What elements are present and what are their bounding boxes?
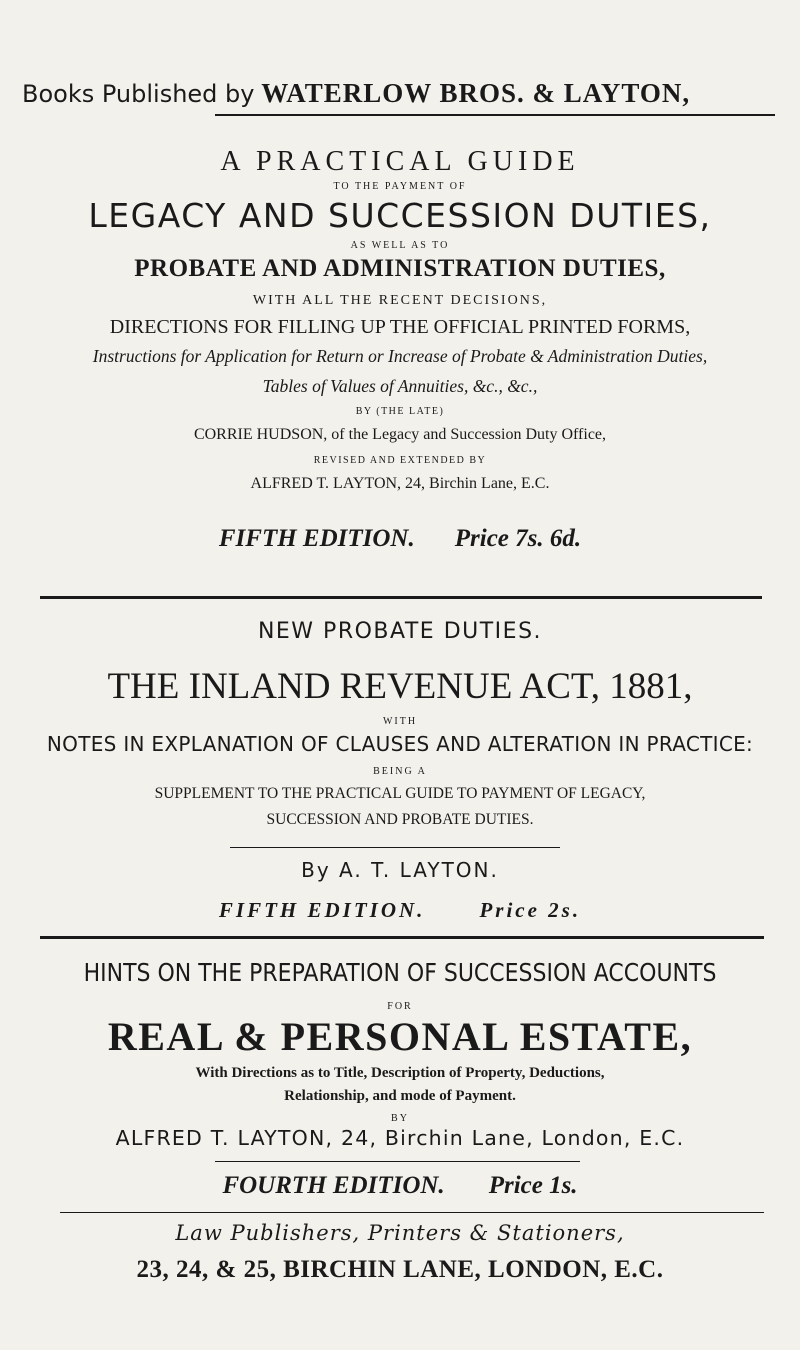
footer-address: 23, 24, & 25, BIRCHIN LANE, LONDON, E.C.: [136, 1256, 664, 1283]
hints-bottom-rule: [60, 1212, 764, 1213]
guide-title: A PRACTICAL GUIDE: [220, 146, 580, 177]
probate-edition: FIFTH EDITION.: [218, 898, 426, 922]
hints-heading: HINTS ON THE PREPARATION OF SUCCESSION ACCOUNTS: [83, 958, 717, 987]
guide-revised-by: REVISED AND EXTENDED BY: [313, 455, 487, 466]
hints-edition-line: [0, 1172, 800, 1200]
hints-for: FOR: [387, 1001, 413, 1012]
header-underline: [215, 114, 775, 116]
hints-price: Price 1s.: [488, 1172, 578, 1199]
guide-tables: Tables of Values of Annuities, &c., &c.,: [262, 376, 538, 396]
page-header: [22, 78, 690, 109]
probate-being-a: BEING A: [373, 766, 427, 777]
guide-recent-decisions: WITH ALL THE RECENT DECISIONS,: [252, 293, 548, 308]
probate-edition-line: [0, 898, 800, 923]
footer-publishers: Law Publishers, Printers & Stationers,: [175, 1221, 625, 1245]
probate-with: WITH: [382, 716, 418, 727]
probate-author: By A. T. LAYTON.: [301, 858, 499, 882]
section-divider-2: [40, 936, 764, 939]
hints-relationship: Relationship, and mode of Payment.: [284, 1088, 516, 1104]
guide-heading-probate: PROBATE AND ADMINISTRATION DUTIES,: [134, 255, 666, 282]
publisher-name: WATERLOW BROS. & LAYTON,: [261, 78, 691, 108]
guide-instructions: Instructions for Application for Return or Increase of Probate & Administration Duties,: [92, 346, 708, 366]
hints-edition: FOURTH EDITION.: [222, 1172, 445, 1199]
guide-edition: FIFTH EDITION.: [218, 525, 415, 552]
guide-subtitle-1: TO THE PAYMENT OF: [333, 181, 467, 192]
probate-short-rule: [230, 847, 560, 848]
guide-edition-line: [0, 525, 800, 553]
probate-succession: SUCCESSION AND PROBATE DUTIES.: [266, 811, 534, 828]
guide-directions: DIRECTIONS FOR FILLING UP THE OFFICIAL PRINTED FORMS,: [109, 316, 691, 338]
probate-price: Price 2s.: [479, 898, 582, 922]
guide-author-alfred: ALFRED T. LAYTON, 24, Birchin Lane, E.C.: [250, 475, 550, 492]
guide-subtitle-2: AS WELL AS TO: [350, 240, 450, 251]
guide-by-late: BY (THE LATE): [355, 406, 445, 417]
hints-real-personal: REAL & PERSONAL ESTATE,: [107, 1014, 693, 1059]
hints-by: BY: [391, 1113, 409, 1124]
section-divider-1: [40, 596, 762, 599]
hints-directions: With Directions as to Title, Description of Property, Deductions,: [195, 1065, 605, 1081]
published-by-text: Books Published by: [22, 80, 255, 108]
probate-heading: NEW PROBATE DUTIES.: [257, 619, 543, 644]
guide-author-corrie: CORRIE HUDSON, of the Legacy and Succession Duty Office,: [193, 426, 607, 443]
probate-act-title: THE INLAND REVENUE ACT, 1881,: [107, 666, 693, 707]
probate-notes: NOTES IN EXPLANATION OF CLAUSES AND ALTERATION IN PRACTICE:: [46, 732, 754, 756]
hints-author: ALFRED T. LAYTON, 24, Birchin Lane, London, E.C.: [115, 1126, 685, 1150]
guide-heading-legacy: LEGACY AND SUCCESSION DUTIES,: [88, 196, 712, 235]
guide-price: Price 7s. 6d.: [454, 525, 582, 552]
hints-short-rule: [215, 1161, 580, 1162]
probate-supplement: SUPPLEMENT TO THE PRACTICAL GUIDE TO PAYMENT OF LEGACY,: [154, 785, 646, 802]
